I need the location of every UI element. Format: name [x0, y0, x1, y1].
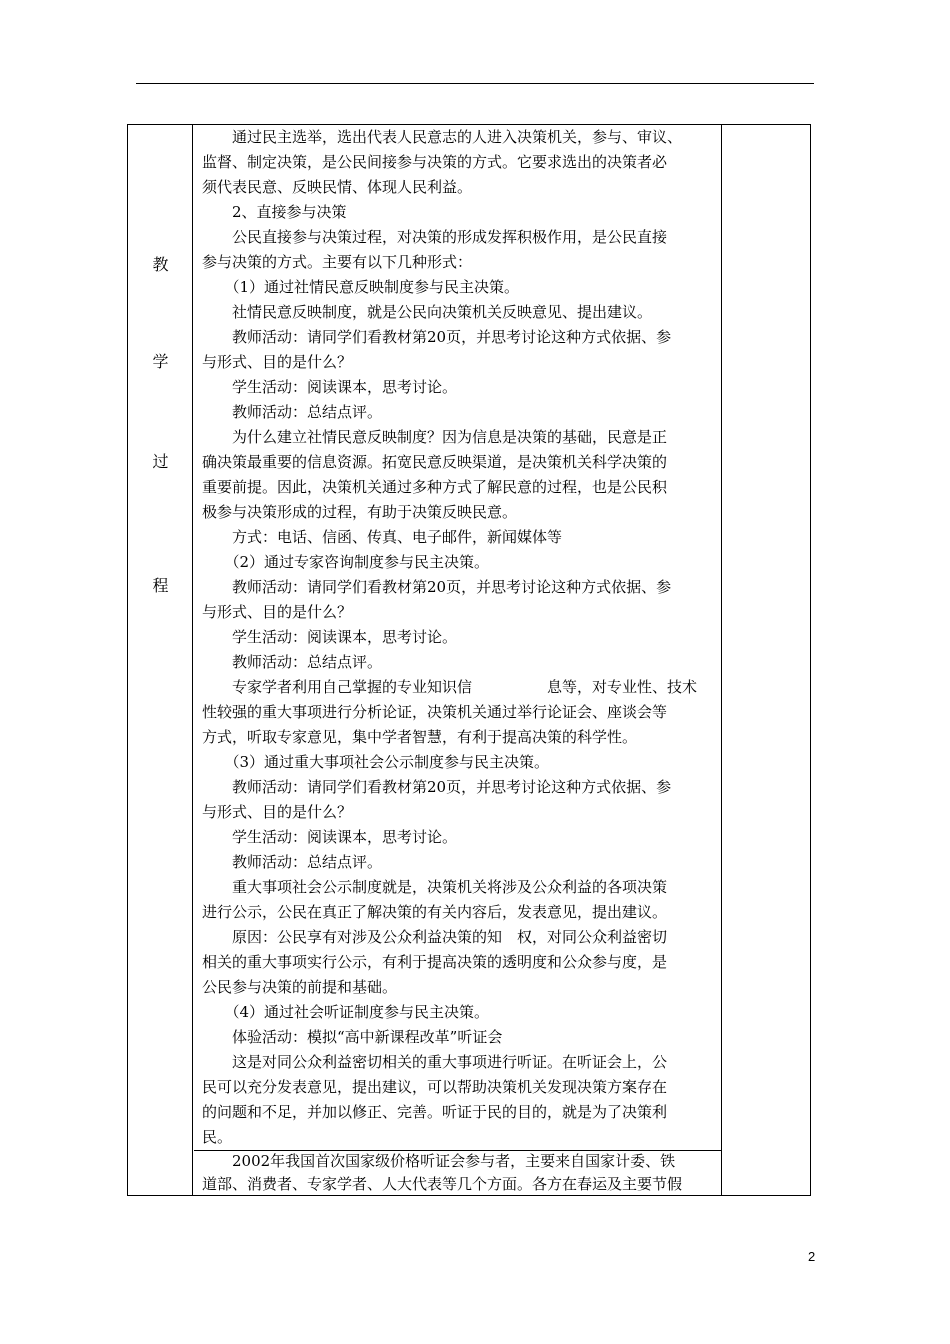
text-line: 方式：电话、信函、传真、电子邮件，新闻媒体等: [202, 528, 563, 546]
row-label-char: 学: [152, 352, 169, 371]
text-line: 公民参与决策的前提和基础。: [202, 978, 398, 996]
text-line: 须代表民意、反映民情、体现人民利益。: [202, 178, 473, 196]
text-line: 进行公示，公民在真正了解决策的有关内容后，发表意见，提出建议。: [202, 903, 668, 921]
text-line: 的问题和不足，并加以修正、完善。听证于民的目的，就是为了决策利: [202, 1103, 668, 1121]
page-number: 2: [808, 1249, 816, 1264]
text-line: 教师活动：总结点评。: [202, 653, 383, 671]
text-line: 学生活动：阅读课本，思考讨论。: [202, 628, 458, 646]
text-line: 教师活动：请同学们看教材第20页，并思考讨论这种方式依据、参: [202, 778, 672, 796]
row-label-char: 程: [152, 576, 169, 595]
notes-column: [721, 125, 810, 1195]
text-line: 民。: [202, 1128, 233, 1146]
text-line: 与形式、目的是什么？: [202, 603, 353, 621]
text-line: 2、直接参与决策: [202, 203, 347, 221]
text-line: 教师活动：请同学们看教材第20页，并思考讨论这种方式依据、参: [202, 578, 672, 596]
text-line: 公民直接参与决策过程，对决策的形成发挥积极作用，是公民直接: [202, 228, 668, 246]
text-line: 通过民主选举，选出代表人民意志的人进入决策机关，参与、审议、: [202, 128, 683, 146]
text-line: 教师活动：请同学们看教材第20页，并思考讨论这种方式依据、参: [202, 328, 672, 346]
text-line: 教师活动：总结点评。: [202, 403, 383, 421]
text-line: 为什么建立社情民意反映制度？因为信息是决策的基础，民意是正: [202, 428, 668, 446]
text-line: 教师活动：总结点评。: [202, 853, 383, 871]
text-line: 这是对同公众利益密切相关的重大事项进行听证。在听证会上，公: [202, 1053, 668, 1071]
text-line: （2）通过专家咨询制度参与民主决策。: [202, 553, 490, 571]
text-line: 监督、制定决策，是公民间接参与决策的方式。它要求选出的决策者必: [202, 153, 668, 171]
lesson-content: [194, 125, 721, 1195]
text-line: 2002年我国首次国家级价格听证会参与者，主要来自国家计委、铁: [202, 1152, 676, 1170]
text-line: 相关的重大事项实行公示，有利于提高决策的透明度和公众参与度，是: [202, 953, 668, 971]
text-line: 专家学者利用自己掌握的专业知识信 息等，对专业性、技术: [202, 678, 698, 696]
text-line: 确决策最重要的信息资源。拓宽民意反映渠道，是决策机关科学决策的: [202, 453, 668, 471]
text-line: 极参与决策形成的过程，有助于决策反映民意。: [202, 503, 518, 521]
text-line: 与形式、目的是什么？: [202, 353, 353, 371]
text-line: 学生活动：阅读课本，思考讨论。: [202, 828, 458, 846]
text-line: 民可以充分发表意见，提出建议，可以帮助决策机关发现决策方案存在: [202, 1078, 668, 1096]
text-line: 社情民意反映制度，就是公民向决策机关反映意见、提出建议。: [202, 303, 653, 321]
text-line: 道部、消费者、专家学者、人大代表等几个方面。各方在春运及主要节假: [202, 1175, 683, 1193]
text-line: 原因：公民享有对涉及公众利益决策的知 权，对同公众利益密切: [202, 928, 668, 946]
text-line: 体验活动：模拟“高中新课程改革”听证会: [202, 1028, 503, 1046]
text-line: 学生活动：阅读课本，思考讨论。: [202, 378, 458, 396]
text-line: 重要前提。因此，决策机关通过多种方式了解民意的过程，也是公民积: [202, 478, 668, 496]
text-line: 与形式、目的是什么？: [202, 803, 353, 821]
text-line: 性较强的重大事项进行分析论证，决策机关通过举行论证会、座谈会等: [202, 703, 668, 721]
row-label-column: [128, 125, 193, 1195]
lesson-table: [127, 124, 811, 1196]
row-label-char: 教: [152, 255, 169, 274]
text-line: （1）通过社情民意反映制度参与民主决策。: [202, 278, 520, 296]
text-line: （3）通过重大事项社会公示制度参与民主决策。: [202, 753, 550, 771]
text-line: 方式，听取专家意见，集中学者智慧，有利于提高决策的科学性。: [202, 728, 638, 746]
row-label-char: 过: [152, 452, 169, 471]
text-line: 重大事项社会公示制度就是，决策机关将涉及公众利益的各项决策: [202, 878, 668, 896]
text-line: 参与决策的方式。主要有以下几种形式：: [202, 253, 473, 271]
text-line: （4）通过社会听证制度参与民主决策。: [202, 1003, 490, 1021]
header-rule: [136, 83, 814, 84]
